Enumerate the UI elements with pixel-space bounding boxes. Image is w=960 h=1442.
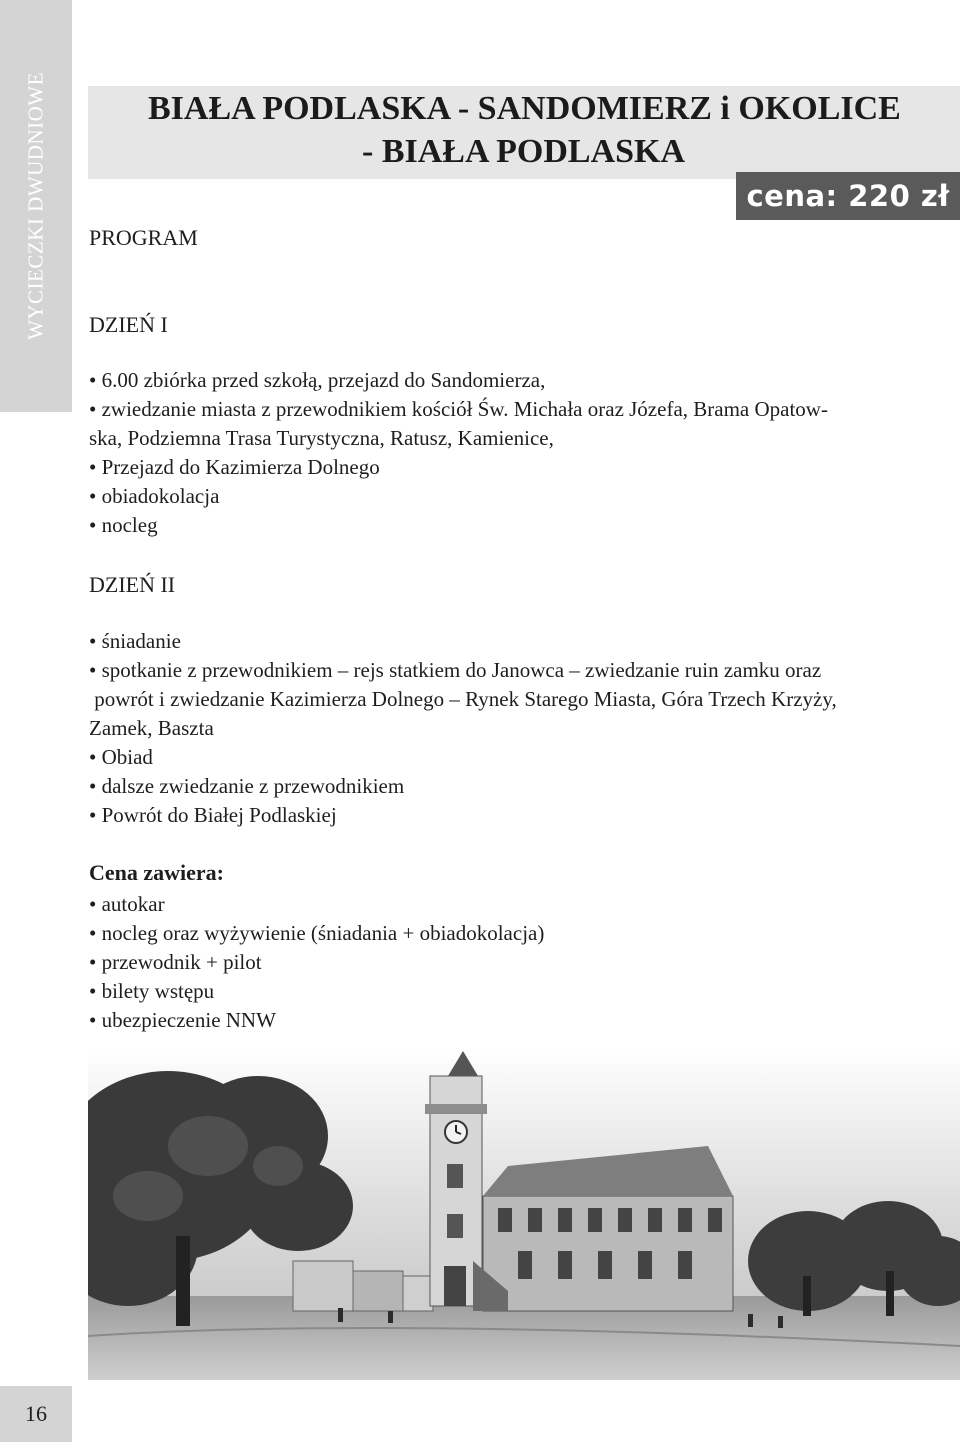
day-2-list bbox=[89, 627, 959, 830]
list-item: powrót i zwiedzanie Kazimierza Dolnego – Rynek Starego Miasta, Góra Trzech Krzyży, bbox=[89, 687, 837, 711]
day-1-list bbox=[89, 366, 959, 540]
section-label: WYCIECZKI DWUDNIOWE bbox=[23, 72, 48, 340]
page-title-line-2: - BIAŁA PODLASKA bbox=[362, 133, 686, 170]
list-item: • Przejazd do Kazimierza Dolnego bbox=[89, 455, 380, 479]
list-item: • Obiad bbox=[89, 745, 153, 769]
page-number: 16 bbox=[0, 1386, 72, 1442]
list-item: • przewodnik + pilot bbox=[89, 950, 262, 974]
list-item: • autokar bbox=[89, 892, 165, 916]
list-item: • nocleg oraz wyżywienie (śniadania + obiadokolacja) bbox=[89, 921, 545, 945]
price-includes-heading: Cena zawiera: bbox=[89, 860, 225, 885]
list-item: • Powrót do Białej Podlaskiej bbox=[89, 803, 337, 827]
list-item: Zamek, Baszta bbox=[89, 716, 214, 740]
list-item: • dalsze zwiedzanie z przewodnikiem bbox=[89, 774, 405, 798]
price-badge: cena: 220 zł bbox=[736, 172, 960, 220]
list-item: • bilety wstępu bbox=[89, 979, 215, 1003]
town-hall-photo bbox=[88, 1046, 960, 1380]
page-title-line-1: BIAŁA PODLASKA - SANDOMIERZ i OKOLICE bbox=[148, 90, 901, 127]
list-item: • zwiedzanie miasta z przewodnikiem kościół Św. Michała oraz Józefa, Brama Opatow- bbox=[89, 397, 828, 421]
day-2-heading: DZIEŃ II bbox=[89, 572, 176, 597]
list-item: • obiadokolacja bbox=[89, 484, 220, 508]
list-item: • spotkanie z przewodnikiem – rejs statkiem do Janowca – zwiedzanie ruin zamku oraz bbox=[89, 658, 822, 682]
list-item: • śniadanie bbox=[89, 629, 181, 653]
list-item: ska, Podziemna Trasa Turystyczna, Ratusz, Kamienice, bbox=[89, 426, 554, 450]
list-item: • ubezpieczenie NNW bbox=[89, 1008, 276, 1032]
program-label: PROGRAM bbox=[89, 225, 198, 250]
list-item: • nocleg bbox=[89, 513, 158, 537]
day-1-heading: DZIEŃ I bbox=[89, 312, 168, 337]
list-item: • 6.00 zbiórka przed szkołą, przejazd do Sandomierza, bbox=[89, 368, 546, 392]
side-section-tab bbox=[0, 0, 72, 412]
price-includes-list bbox=[89, 890, 959, 1035]
